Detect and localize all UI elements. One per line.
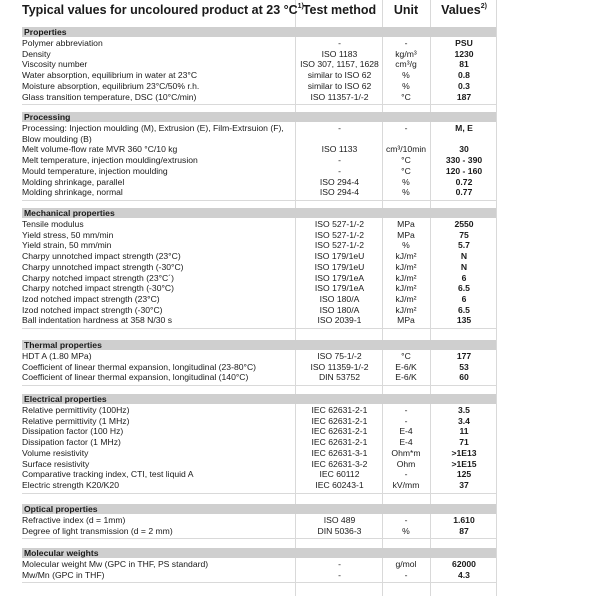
value: 6 (461, 293, 467, 304)
property-name: Volume resistivity (22, 447, 89, 458)
test-method: ISO 179/1eU (314, 261, 365, 272)
test-method: IEC 62631-2-1 (311, 426, 368, 437)
unit: kJ/m² (395, 272, 417, 283)
unit: kg/m³ (395, 48, 417, 59)
unit: E-6/K (395, 361, 417, 372)
property-name: Charpy notched impact strength (23°C´) (22, 272, 174, 283)
test-method: ISO 180/A (319, 304, 360, 315)
property-name: Ball indentation hardness at 358 N/30 s (22, 315, 173, 326)
unit: kJ/m² (395, 283, 417, 294)
test-method: IEC 62631-3-2 (311, 458, 368, 469)
property-name: Refractive index (d = 1mm) (22, 515, 126, 525)
property-name: Comparative tracking index, CTI, test liquid A (22, 469, 194, 480)
test-method: ISO 527-1/-2 (314, 240, 365, 251)
test-method: similar to ISO 62 (307, 80, 372, 91)
unit: E-4 (399, 426, 413, 437)
test-method: - (338, 155, 341, 166)
test-method: - (338, 569, 341, 580)
property-name: Izod notched impact strength (23°C) (22, 293, 160, 304)
value: 11 (459, 426, 469, 437)
property-name: Melt volume-flow rate MVR 360 °C/10 kg (22, 144, 178, 155)
property-name: Coefficient of linear thermal expansion, longitudinal (23-80°C) (22, 361, 257, 372)
unit: kJ/m² (395, 261, 417, 272)
value: 30 (459, 144, 469, 155)
value: PSU (455, 38, 473, 48)
value: 75 (459, 229, 469, 240)
property-name: Moisture absorption, equilibrium 23°C/50% r.h. (22, 80, 200, 91)
value: 0.8 (458, 70, 470, 81)
property-name: Dissipation factor (100 Hz) (22, 426, 124, 437)
test-method: IEC 60243-1 (315, 479, 364, 490)
test-method: IEC 60112 (319, 469, 360, 480)
value: 60 (459, 372, 469, 383)
value: 81 (459, 59, 469, 70)
section-divider (22, 200, 496, 201)
value: 6.5 (458, 304, 470, 315)
test-method: ISO 294-4 (319, 187, 360, 198)
test-method: DIN 5036-3 (317, 525, 362, 536)
test-method: - (338, 165, 341, 176)
unit: °C (401, 91, 411, 102)
section-header: Properties (22, 27, 496, 37)
unit: MPa (397, 229, 415, 240)
unit: % (402, 70, 410, 81)
property-name: Molding shrinkage, parallel (22, 176, 125, 187)
value: 187 (456, 91, 472, 102)
section-header: Processing (22, 112, 496, 122)
column-divider (496, 0, 497, 596)
test-method: ISO 11357-1/-2 (310, 91, 369, 102)
unit: g/mol (395, 559, 417, 569)
section-divider (22, 104, 496, 105)
unit: - (404, 405, 408, 415)
property-name: Viscosity number (22, 59, 88, 70)
value: 330 - 390 (445, 155, 483, 166)
header-unit: Unit (393, 3, 419, 17)
unit: cm³/g (395, 59, 417, 70)
value: 177 (456, 351, 472, 361)
unit: - (404, 415, 408, 426)
unit: MPa (397, 315, 415, 326)
section-header: Thermal properties (22, 340, 496, 350)
unit: E-6/K (395, 372, 417, 383)
test-method: ISO 179/1eA (314, 272, 365, 283)
property-name: Processing: Injection moulding (M), Extrusion (E), Film-Extrsuion (F), Blow moulding (B) (22, 123, 284, 144)
value: 2550 (454, 219, 474, 229)
test-method: - (338, 559, 341, 569)
test-method: ISO 179/1eU (314, 251, 365, 262)
property-name: Relative permittivity (100Hz) (22, 405, 130, 415)
value: 87 (459, 525, 469, 536)
unit: kJ/m² (395, 304, 417, 315)
property-name: Polymer abbreviation (22, 38, 103, 48)
test-method: IEC 62631-3-1 (311, 447, 368, 458)
property-name: Yield strain, 50 mm/min (22, 240, 112, 251)
section-header: Mechanical properties (22, 208, 496, 218)
property-name: Molding shrinkage, normal (22, 187, 123, 198)
section-header: Electrical properties (22, 394, 496, 404)
test-method: IEC 62631-2-1 (311, 415, 368, 426)
property-name: Charpy unnotched impact strength (23°C) (22, 251, 181, 262)
unit: - (404, 38, 408, 48)
value: 6.5 (458, 283, 470, 294)
property-name: Melt temperature, injection moulding/extrusion (22, 155, 198, 166)
unit: °C (401, 165, 411, 176)
test-method: ISO 179/1eA (314, 283, 365, 294)
value: 3.4 (458, 415, 470, 426)
test-method: ISO 527-1/-2 (314, 219, 365, 229)
section-divider (22, 328, 496, 329)
value: >1E13 (451, 447, 477, 458)
property-name: Yield stress, 50 mm/min (22, 229, 114, 240)
property-name: Water absorption, equilibrium in water at 23°C (22, 70, 198, 81)
section-header: Optical properties (22, 504, 496, 514)
property-name: Density (22, 48, 51, 59)
unit: % (402, 187, 410, 198)
value: 3.5 (458, 405, 470, 415)
property-name: Surface resistivity (22, 458, 90, 469)
value: 120 - 160 (445, 165, 483, 176)
property-name: Mw/Mn (GPC in THF) (22, 569, 105, 580)
property-name: Charpy unnotched impact strength (-30°C) (22, 261, 184, 272)
unit: - (404, 123, 408, 133)
value: 135 (456, 315, 472, 326)
value: 1230 (454, 48, 474, 59)
title-footnote: 1) (297, 3, 304, 10)
value: 62000 (452, 559, 476, 569)
test-method: IEC 62631-2-1 (311, 437, 368, 448)
test-method: similar to ISO 62 (307, 70, 372, 81)
unit: Ohm*m (391, 447, 421, 458)
value: >1E15 (451, 458, 477, 469)
unit: Ohm (396, 458, 416, 469)
test-method: ISO 180/A (319, 293, 360, 304)
unit: % (402, 80, 410, 91)
value: 6 (461, 272, 467, 283)
unit: °C (401, 155, 411, 166)
test-method: - (338, 38, 341, 48)
property-name: Coefficient of linear thermal expansion, longitudinal (140°C) (22, 372, 249, 383)
value: N (460, 251, 468, 262)
value: 37 (459, 479, 469, 490)
unit: cm³/10min (385, 144, 427, 155)
unit: kV/mm (392, 479, 420, 490)
property-name: Relative permittivity (1 MHz) (22, 415, 130, 426)
test-method: ISO 1133 (321, 144, 358, 155)
test-method: ISO 2039-1 (317, 315, 362, 326)
value: 0.72 (455, 176, 473, 187)
unit: MPa (397, 219, 415, 229)
property-name: Degree of light transmission (d = 2 mm) (22, 525, 173, 536)
property-name: Tensile modulus (22, 219, 84, 229)
unit: E-4 (399, 437, 413, 448)
unit: kJ/m² (395, 293, 417, 304)
unit: - (404, 515, 408, 525)
unit: % (402, 525, 410, 536)
test-method: DIN 53752 (318, 372, 361, 383)
value: 53 (459, 361, 469, 372)
property-name: Mould temperature, injection moulding (22, 165, 168, 176)
unit: % (402, 176, 410, 187)
test-method: ISO 489 (323, 515, 356, 525)
values-footnote: 2) (480, 3, 487, 10)
value: 5.7 (458, 240, 470, 251)
section-divider (22, 493, 496, 494)
test-method: ISO 1183 (321, 48, 358, 59)
test-method: ISO 527-1/-2 (314, 229, 365, 240)
header-values-text: Values (441, 3, 481, 17)
value: 0.3 (458, 80, 470, 91)
section-divider (22, 385, 496, 386)
header-test-method: Test method (302, 3, 377, 17)
unit: kJ/m² (395, 251, 417, 262)
value: 1.610 (453, 515, 475, 525)
test-method: ISO 75-1/-2 (317, 351, 362, 361)
test-method: ISO 294-4 (319, 176, 360, 187)
unit: % (402, 240, 410, 251)
unit: - (404, 469, 408, 480)
test-method: IEC 62631-2-1 (311, 405, 368, 415)
property-name: Charpy notched impact strength (-30°C) (22, 283, 174, 294)
property-name: Molecular weight Mw (GPC in THF, PS standard) (22, 559, 209, 569)
property-name: HDT A (1.80 MPa) (22, 351, 92, 361)
value: 4.3 (458, 569, 470, 580)
value: 0.77 (455, 187, 473, 198)
property-name: Izod notched impact strength (-30°C) (22, 304, 163, 315)
value: N (460, 261, 468, 272)
value: M, E (455, 123, 473, 133)
value: 125 (456, 469, 472, 480)
section-divider (22, 582, 496, 583)
unit: °C (401, 351, 411, 361)
property-name: Glass transition temperature, DSC (10°C/min) (22, 91, 197, 102)
test-method: - (338, 123, 341, 133)
section-header: Molecular weights (22, 548, 496, 558)
property-name: Electric strength K20/K20 (22, 479, 119, 490)
section-divider (22, 538, 496, 539)
table-title (22, 3, 304, 23)
test-method: ISO 11359-1/-2 (310, 361, 369, 372)
table-title-text: Typical values for uncoloured product at 23 °C (22, 3, 298, 17)
property-name: Dissipation factor (1 MHz) (22, 437, 121, 448)
unit: - (404, 569, 408, 580)
test-method: ISO 307, 1157, 1628 (300, 59, 379, 70)
header-values (432, 3, 496, 23)
value: 71 (459, 437, 469, 448)
